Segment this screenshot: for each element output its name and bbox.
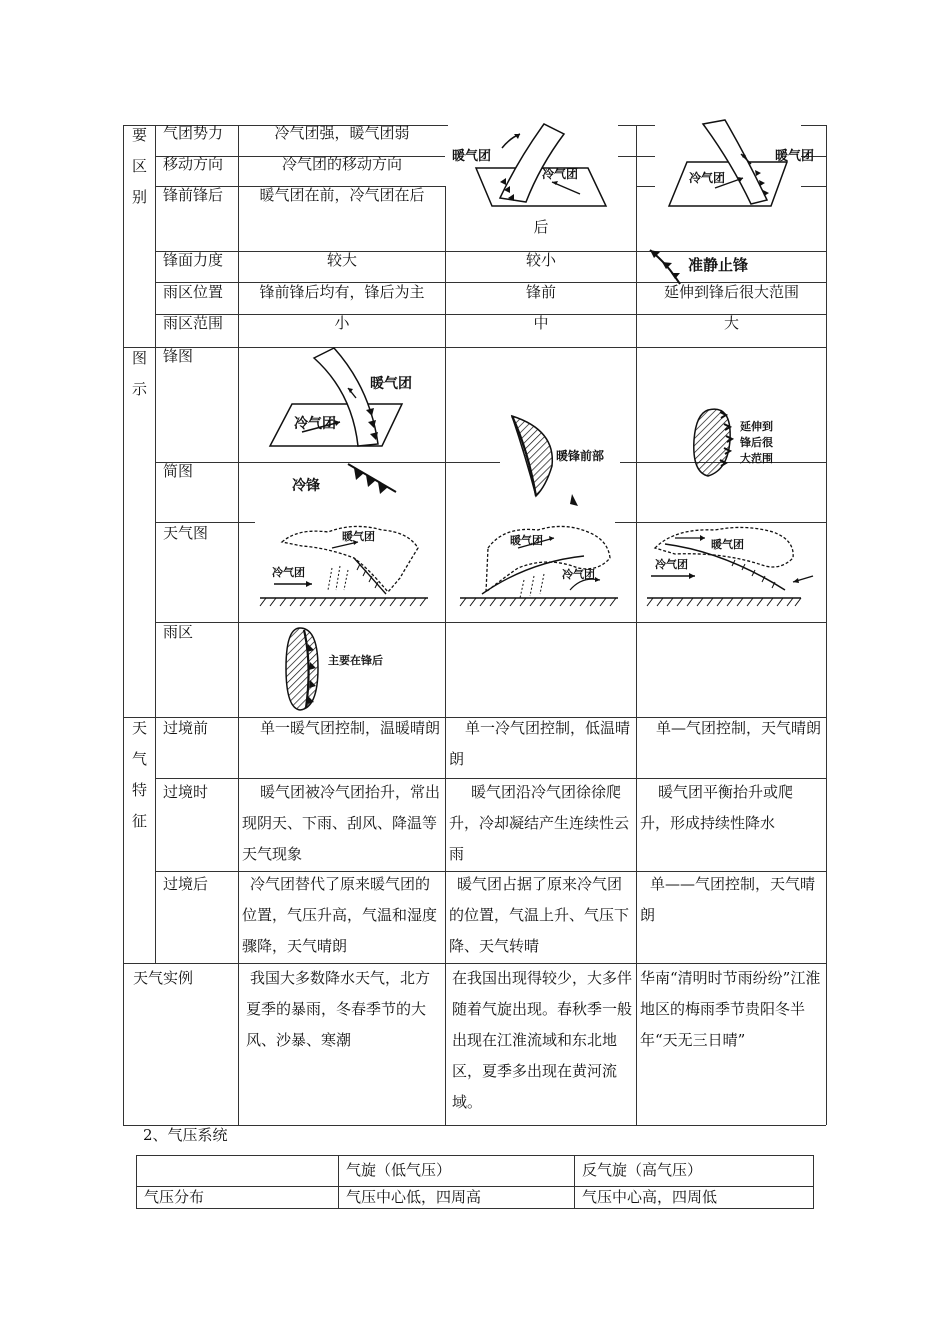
cold-move-dir: 冷气团的移动方向	[281, 155, 402, 173]
cold-rain-pos: 锋前锋后均有，锋后为主	[259, 283, 425, 301]
cold-during: 暖气团被冷气团抬升，常出现阴天、下雨、刮风、降温等天气现象	[242, 783, 441, 863]
row-label-front-fig: 锋图	[163, 347, 194, 365]
row-label-rain-fig: 雨区	[163, 623, 194, 641]
stationary-weather-warm-label: 暖气团	[711, 538, 744, 551]
stationary-front-symbol	[640, 246, 820, 288]
stationary-3d-warm-label: 暖气团	[775, 149, 815, 164]
row-label-before-after: 锋前锋后	[163, 186, 224, 204]
stationary-front-weather-diagram	[645, 518, 815, 610]
extend-label-3: 大范围	[740, 452, 773, 465]
pressure-row-cyclone: 气压中心低，四周高	[346, 1188, 482, 1206]
warm-rain-pos: 锋前	[525, 283, 556, 301]
warm-front-weather-diagram	[458, 518, 628, 610]
cold-front-3d-diagram	[262, 348, 442, 454]
cold-example: 我国大多数降水天气，北方夏季的暴雨，冬春季节的大风、沙暴、寒潮	[246, 969, 431, 1049]
row-label-example: 天气实例	[133, 969, 194, 987]
row-label-slope: 锋面力度	[163, 251, 224, 269]
warm-front-3d-warm-label: 暖气团	[452, 149, 492, 164]
stationary-before: 单—气团控制，天气晴朗	[656, 719, 822, 737]
warm-during: 暖气团沿冷气团徐徐爬升，冷却凝结产生连续性云雨	[449, 783, 630, 863]
cold-after: 冷气团替代了原来暖气团的位置，气压升高，气温和湿度骤降，天气晴朗	[242, 875, 438, 955]
stationary-3d-cold-label: 冷气团	[689, 171, 726, 185]
extend-label-1: 延伸到	[740, 420, 773, 433]
pressure-header-cyclone: 气旋（低气压）	[346, 1161, 452, 1179]
section-2-title: 2、气压系统	[143, 1126, 228, 1144]
cold-rain-range: 小	[334, 314, 350, 332]
stationary-front-label: 准静止锋	[688, 256, 749, 274]
row-label-before: 过境前	[163, 719, 209, 737]
row-label-strength: 气团势力	[163, 124, 224, 142]
warm-slope: 较小	[525, 251, 556, 269]
cold-slope: 较大	[326, 251, 357, 269]
warm-front-rain-diagram	[500, 410, 620, 514]
cold-front-simple-diagram	[288, 460, 428, 520]
stationary-example: 华南“清明时节雨纷纷”江淮地区的梅雨季节贵阳冬半年“天无三日晴”	[640, 969, 821, 1049]
warm-before: 单一冷气团控制，低温晴朗	[449, 719, 631, 768]
stationary-after: 单——气团控制，天气晴朗	[640, 875, 816, 924]
cold-before-after: 暖气团在前，冷气团在后	[259, 186, 425, 204]
row-label-rain-pos: 雨区位置	[163, 283, 224, 301]
row-label-rain-range: 雨区范围	[163, 314, 224, 332]
cold-front-weather-diagram	[258, 518, 442, 610]
warm-front-3d-diagram	[448, 120, 618, 212]
pressure-header-anticyclone: 反气旋（高气压）	[582, 1161, 703, 1179]
section-label-diagrams: 图 示	[131, 349, 147, 398]
cold-weather-cold-label: 冷气团	[272, 566, 305, 579]
warm-weather-warm-label: 暖气团	[510, 534, 543, 547]
stationary-rain-diagram	[690, 400, 790, 484]
cold-front-rain-diagram	[282, 624, 402, 714]
section-label-differences: 要 区 别	[131, 126, 147, 206]
mainly-behind-label: 主要在锋后	[328, 654, 383, 667]
cold-before: 单一暖气团控制，温暖晴朗	[260, 719, 441, 737]
row-label-weather-fig: 天气图	[163, 524, 209, 542]
warm-front-3d-cold-label: 冷气团	[542, 167, 579, 181]
row-label-during: 过境时	[163, 783, 209, 801]
section-label-weather: 天 气 特 征	[131, 719, 147, 830]
warm-weather-cold-label: 冷气团	[562, 568, 595, 581]
row-label-move-dir: 移动方向	[163, 155, 224, 173]
cold-3d-cold-label: 冷气团	[294, 416, 336, 432]
row-label-after: 过境后	[163, 875, 209, 893]
stationary-rain-pos: 延伸到锋后很大范围	[663, 283, 799, 301]
pressure-row-label: 气压分布	[144, 1188, 205, 1206]
stationary-weather-cold-label: 冷气团	[655, 558, 688, 571]
row-label-simple-fig: 简图	[163, 462, 194, 480]
stationary-during: 暖气团平衡抬升或爬升，形成持续性降水	[640, 783, 794, 832]
extend-label-2: 锋后很	[740, 436, 773, 449]
cold-3d-warm-label: 暖气团	[370, 376, 412, 392]
pressure-row-anticyclone: 气压中心高，四周低	[582, 1188, 718, 1206]
warm-rain-range: 中	[533, 314, 549, 332]
cold-front-label: 冷锋	[292, 478, 320, 494]
stationary-front-3d-diagram	[655, 122, 825, 212]
warm-example: 在我国出现得较少，大多伴随着气旋出现。春秋季一般出现在江淮流域和东北地区，夏季多出现在黄河流域。	[452, 969, 633, 1111]
cold-strength: 冷气团强，暖气团弱	[274, 124, 410, 142]
stationary-rain-range: 大	[723, 314, 739, 332]
cold-weather-warm-label: 暖气团	[342, 530, 375, 543]
warm-front-part-label: 暖锋前部	[556, 449, 605, 463]
warm-after: 暖气团占据了原来冷气团的位置，气温上升、气压下降、天气转晴	[449, 875, 630, 955]
warm-before-after-tail: 后	[533, 218, 549, 236]
